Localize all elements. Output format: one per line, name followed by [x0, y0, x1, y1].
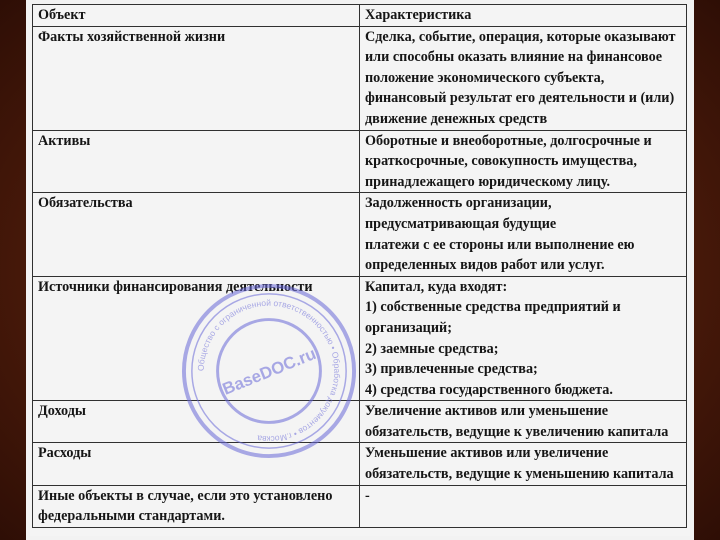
characteristic-line: определенных видов работ или услуг.: [365, 257, 605, 274]
objects-table: [32, 4, 687, 528]
characteristic-cell: [360, 130, 687, 193]
object-cell: Источники финансирования деятельности: [33, 276, 360, 401]
object-cell: Иные объекты в случае, если это установлено федеральными стандартами.: [33, 485, 360, 527]
characteristic-line: 1) собственные средства предприятий и: [365, 299, 621, 316]
characteristic-line: положение экономического субъекта,: [365, 69, 605, 86]
characteristic-line: Задолженность организации,: [365, 195, 552, 212]
characteristic-line: обязательств, ведущие к уменьшению капитала: [365, 466, 674, 483]
object-cell: Активы: [33, 130, 360, 193]
stamp-center-text: BaseDOC.ru: [219, 344, 319, 399]
characteristic-line: Увеличение активов или уменьшение: [365, 403, 609, 420]
table-header-row: [33, 5, 687, 27]
table-row: [33, 443, 687, 485]
characteristic-line: краткосрочные, совокупность имущества,: [365, 153, 637, 170]
characteristic-line: финансовый результат его деятельности и (или): [365, 90, 675, 107]
column-header-characteristic: Характеристика: [360, 5, 687, 27]
table-row: [33, 401, 687, 443]
characteristic-line: Сделка, событие, операция, которые оказывают: [365, 28, 676, 45]
characteristic-line: платежи с ее стороны или выполнение ею: [365, 236, 635, 253]
object-cell: Доходы: [33, 401, 360, 443]
characteristic-cell: [360, 276, 687, 401]
table-row: [33, 276, 687, 401]
characteristic-line: Оборотные и внеоборотные, долгосрочные и: [365, 132, 652, 149]
characteristic-line: обязательств, ведущие к увеличению капитала: [365, 423, 669, 440]
characteristic-line: -: [365, 487, 370, 504]
characteristic-line: 3) привлеченные средства;: [365, 361, 538, 378]
characteristic-line: Уменьшение активов или увеличение: [365, 445, 609, 462]
characteristic-cell: [360, 443, 687, 485]
column-header-object: Объект: [33, 5, 360, 27]
characteristic-line: или способны оказать влияние на финансовое: [365, 49, 663, 66]
slide: [26, 0, 694, 540]
characteristic-cell: [360, 401, 687, 443]
characteristic-cell: [360, 485, 687, 527]
object-cell: Обязательства: [33, 193, 360, 276]
table-row: [33, 26, 687, 130]
characteristic-line: организаций;: [365, 319, 452, 336]
characteristic-cell: [360, 193, 687, 276]
object-cell: Факты хозяйственной жизни: [33, 26, 360, 130]
table-row: [33, 485, 687, 527]
characteristic-line: предусматривающая будущие: [365, 215, 557, 232]
object-cell: Расходы: [33, 443, 360, 485]
characteristic-cell: [360, 26, 687, 130]
characteristic-line: 4) средства государственного бюджета.: [365, 381, 613, 398]
stamp-ring-text: Общество с ограниченной ответственностью • Обработка документов • г.Москва: [195, 297, 343, 445]
characteristic-line: Капитал, куда входят:: [365, 278, 508, 295]
document-image: [30, 4, 690, 536]
characteristic-line: движение денежных средств: [365, 110, 548, 127]
characteristic-line: 2) заемные средства;: [365, 340, 499, 357]
table-row: [33, 193, 687, 276]
table-row: [33, 130, 687, 193]
characteristic-line: принадлежащего юридическому лицу.: [365, 173, 610, 190]
